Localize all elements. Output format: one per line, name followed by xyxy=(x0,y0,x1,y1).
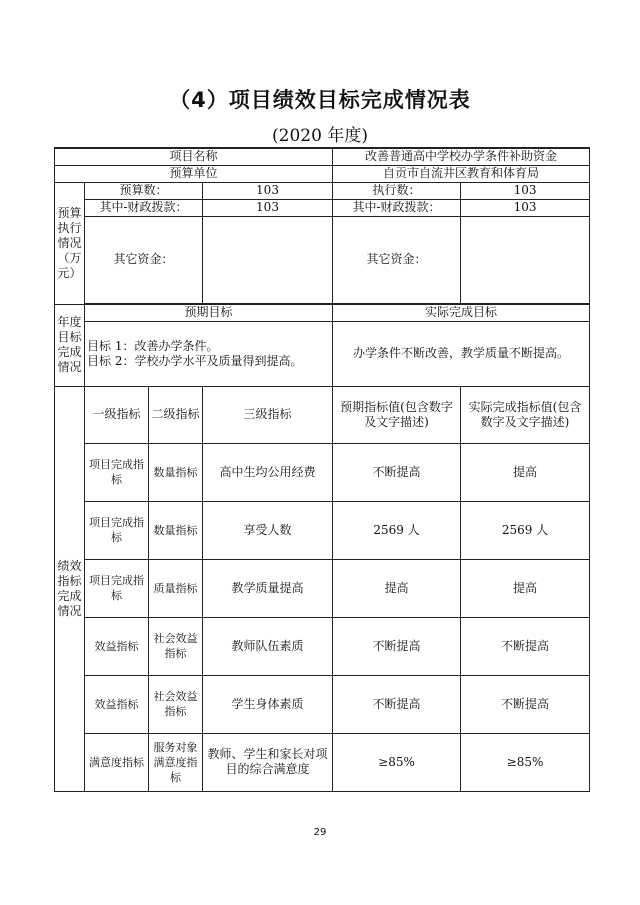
level3-cell: 教学质量提高 xyxy=(203,559,333,617)
project-name-row xyxy=(55,148,590,165)
budget-unit-label: 预算单位 xyxy=(55,165,333,182)
page-title: （4）项目绩效目标完成情况表 xyxy=(169,88,471,112)
fiscal-budget-label: 其中-财政拨款： xyxy=(85,199,203,216)
level3-cell: 教师队伍素质 xyxy=(203,617,333,675)
level3-header: 三级指标 xyxy=(203,386,333,443)
expected-value-cell: 2569 人 xyxy=(333,501,461,559)
expected-value-header: 预期指标值(包含数字及文字描述) xyxy=(333,386,461,443)
performance-table xyxy=(54,147,590,792)
level2-cell: 数量指标 xyxy=(149,443,203,501)
other-funds-label: 其它资金： xyxy=(85,216,203,303)
budget-unit-value: 自贡市自流井区教育和体育局 xyxy=(333,165,590,182)
expected-value-cell: 提高 xyxy=(333,559,461,617)
actual-goals: 办学条件不断改善，教学质量不断提高。 xyxy=(333,321,590,386)
table-row xyxy=(55,443,590,501)
project-name-label: 项目名称 xyxy=(55,148,333,165)
actual-value-cell: 不断提高 xyxy=(461,675,590,733)
fiscal-exec-label: 其中-财政拨款： xyxy=(333,199,461,216)
level3-cell: 高中生均公用经费 xyxy=(203,443,333,501)
budget-amount-value: 103 xyxy=(203,182,333,199)
level3-cell: 教师、学生和家长对项目的综合满意度 xyxy=(203,733,333,791)
indicator-header-row xyxy=(55,386,590,443)
actual-goal-header: 实际完成目标 xyxy=(333,304,590,321)
project-name-value: 改善普通高中学校办学条件补助资金 xyxy=(333,148,590,165)
table-row xyxy=(55,501,590,559)
fiscal-row xyxy=(55,199,590,216)
level3-cell: 享受人数 xyxy=(203,501,333,559)
goal-2: 目标 2：学校办学水平及质量得到提高。 xyxy=(87,353,303,368)
level2-cell: 服务对象满意度指标 xyxy=(149,733,203,791)
level1-header: 一级指标 xyxy=(85,386,149,443)
actual-value-cell: 2569 人 xyxy=(461,501,590,559)
expected-goals xyxy=(85,321,333,386)
actual-value-cell: 提高 xyxy=(461,559,590,617)
table-row xyxy=(55,675,590,733)
budget-unit-row xyxy=(55,165,590,182)
table-row xyxy=(55,559,590,617)
annual-header-row xyxy=(55,304,590,321)
level2-cell: 社会效益指标 xyxy=(149,617,203,675)
exec-amount-label: 执行数： xyxy=(333,182,461,199)
page-subtitle: (2020 年度) xyxy=(272,126,368,146)
other-funds-exec-label: 其它资金： xyxy=(333,216,461,303)
level1-cell: 满意度指标 xyxy=(85,733,149,791)
actual-value-cell: 不断提高 xyxy=(461,617,590,675)
table-row xyxy=(55,733,590,791)
page-number: 29 xyxy=(313,827,327,838)
level2-header: 二级指标 xyxy=(149,386,203,443)
level3-cell: 学生身体素质 xyxy=(203,675,333,733)
budget-amount-label: 预算数： xyxy=(85,182,203,199)
indicator-section-label: 绩效指标完成情况 xyxy=(55,386,85,791)
actual-value-cell: 提高 xyxy=(461,443,590,501)
actual-value-cell: ≥85% xyxy=(461,733,590,791)
fiscal-budget-value: 103 xyxy=(203,199,333,216)
level2-cell: 社会效益指标 xyxy=(149,675,203,733)
actual-value-header: 实际完成指标值(包含数字及文字描述) xyxy=(461,386,590,443)
level1-cell: 效益指标 xyxy=(85,675,149,733)
level1-cell: 项目完成指标 xyxy=(85,559,149,617)
other-funds-value xyxy=(203,216,333,303)
exec-amount-value: 103 xyxy=(461,182,590,199)
table-row xyxy=(55,617,590,675)
budget-row xyxy=(55,182,590,199)
other-funds-row xyxy=(55,216,590,303)
expected-goal-header: 预期目标 xyxy=(85,304,333,321)
level1-cell: 效益指标 xyxy=(85,617,149,675)
level1-cell: 项目完成指标 xyxy=(85,501,149,559)
annual-goals-row xyxy=(55,321,590,386)
fiscal-exec-value: 103 xyxy=(461,199,590,216)
goal-1: 目标 1：改善办学条件。 xyxy=(87,338,219,353)
expected-value-cell: 不断提高 xyxy=(333,675,461,733)
level1-cell: 项目完成指标 xyxy=(85,443,149,501)
level2-cell: 质量指标 xyxy=(149,559,203,617)
other-funds-exec-value xyxy=(461,216,590,303)
budget-section-label: 预算执行情况（万元） xyxy=(55,182,85,304)
annual-section-label: 年度目标完成情况 xyxy=(55,304,85,386)
level2-cell: 数量指标 xyxy=(149,501,203,559)
expected-value-cell: 不断提高 xyxy=(333,617,461,675)
expected-value-cell: 不断提高 xyxy=(333,443,461,501)
expected-value-cell: ≥85% xyxy=(333,733,461,791)
